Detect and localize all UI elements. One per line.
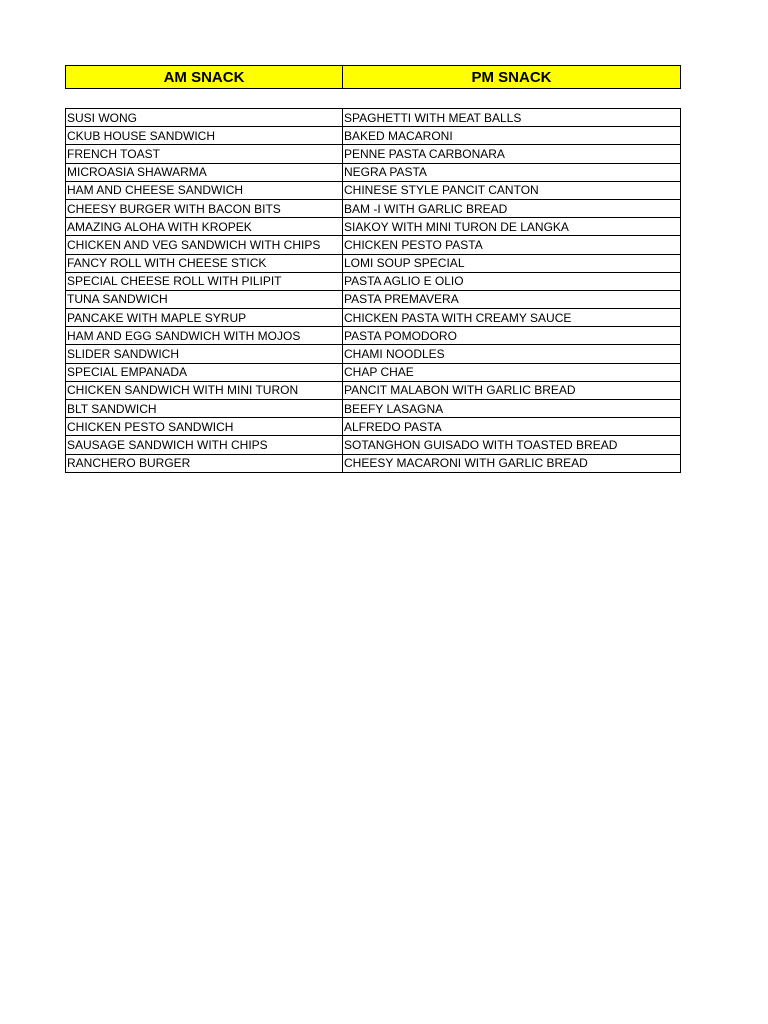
- pm-snack-item: PASTA PREMAVERA: [343, 290, 681, 308]
- table-row: [66, 127, 681, 145]
- am-snack-item: CHICKEN SANDWICH WITH MINI TURON: [66, 381, 343, 399]
- table-row: [66, 254, 681, 272]
- am-snack-item: SPECIAL CHEESE ROLL WITH PILIPIT: [66, 272, 343, 290]
- table-row: [66, 381, 681, 399]
- pm-snack-item: CHICKEN PESTO PASTA: [343, 236, 681, 254]
- table-row: [66, 199, 681, 217]
- table-row: [66, 418, 681, 436]
- pm-snack-header: PM SNACK: [343, 66, 681, 89]
- pm-snack-item: LOMI SOUP SPECIAL: [343, 254, 681, 272]
- am-snack-item: SUSI WONG: [66, 109, 343, 127]
- table-row: [66, 363, 681, 381]
- table-row: [66, 145, 681, 163]
- am-snack-item: SPECIAL EMPANADA: [66, 363, 343, 381]
- am-snack-item: PANCAKE WITH MAPLE SYRUP: [66, 309, 343, 327]
- table-row: [66, 109, 681, 127]
- am-snack-item: AMAZING ALOHA WITH KROPEK: [66, 218, 343, 236]
- am-snack-item: SAUSAGE SANDWICH WITH CHIPS: [66, 436, 343, 454]
- pm-snack-item: CHICKEN PASTA WITH CREAMY SAUCE: [343, 309, 681, 327]
- pm-snack-item: PANCIT MALABON WITH GARLIC BREAD: [343, 381, 681, 399]
- table-row: [66, 181, 681, 199]
- table-row: [66, 163, 681, 181]
- am-snack-item: MICROASIA SHAWARMA: [66, 163, 343, 181]
- pm-snack-item: ALFREDO PASTA: [343, 418, 681, 436]
- snack-menu-table: [65, 108, 681, 473]
- pm-snack-item: SPAGHETTI WITH MEAT BALLS: [343, 109, 681, 127]
- am-snack-item: HAM AND EGG SANDWICH WITH MOJOS: [66, 327, 343, 345]
- pm-snack-item: PASTA AGLIO E OLIO: [343, 272, 681, 290]
- table-row: [66, 218, 681, 236]
- table-row: [66, 454, 681, 472]
- pm-snack-item: NEGRA PASTA: [343, 163, 681, 181]
- am-snack-item: TUNA SANDWICH: [66, 290, 343, 308]
- pm-snack-item: SOTANGHON GUISADO WITH TOASTED BREAD: [343, 436, 681, 454]
- am-snack-item: CHEESY BURGER WITH BACON BITS: [66, 199, 343, 217]
- table-row: [66, 309, 681, 327]
- am-snack-item: FANCY ROLL WITH CHEESE STICK: [66, 254, 343, 272]
- am-snack-item: BLT SANDWICH: [66, 400, 343, 418]
- pm-snack-item: BEEFY LASAGNA: [343, 400, 681, 418]
- table-row: [66, 327, 681, 345]
- am-snack-item: FRENCH TOAST: [66, 145, 343, 163]
- pm-snack-item: BAM -I WITH GARLIC BREAD: [343, 199, 681, 217]
- table-row: [66, 436, 681, 454]
- am-snack-item: CKUB HOUSE SANDWICH: [66, 127, 343, 145]
- snack-menu-body: [66, 109, 681, 473]
- am-snack-item: CHICKEN AND VEG SANDWICH WITH CHIPS: [66, 236, 343, 254]
- table-row: [66, 290, 681, 308]
- pm-snack-item: SIAKOY WITH MINI TURON DE LANGKA: [343, 218, 681, 236]
- table-row: [66, 272, 681, 290]
- snack-header-table: [65, 65, 681, 89]
- pm-snack-item: PASTA POMODORO: [343, 327, 681, 345]
- am-snack-item: CHICKEN PESTO SANDWICH: [66, 418, 343, 436]
- table-row: [66, 236, 681, 254]
- pm-snack-item: PENNE PASTA CARBONARA: [343, 145, 681, 163]
- am-snack-item: RANCHERO BURGER: [66, 454, 343, 472]
- table-row: [66, 400, 681, 418]
- pm-snack-item: BAKED MACARONI: [343, 127, 681, 145]
- am-snack-item: HAM AND CHEESE SANDWICH: [66, 181, 343, 199]
- pm-snack-item: CHAMI NOODLES: [343, 345, 681, 363]
- am-snack-item: SLIDER SANDWICH: [66, 345, 343, 363]
- table-row: [66, 345, 681, 363]
- pm-snack-item: CHAP CHAE: [343, 363, 681, 381]
- am-snack-header: AM SNACK: [66, 66, 343, 89]
- header-row: [66, 66, 681, 89]
- pm-snack-item: CHINESE STYLE PANCIT CANTON: [343, 181, 681, 199]
- pm-snack-item: CHEESY MACARONI WITH GARLIC BREAD: [343, 454, 681, 472]
